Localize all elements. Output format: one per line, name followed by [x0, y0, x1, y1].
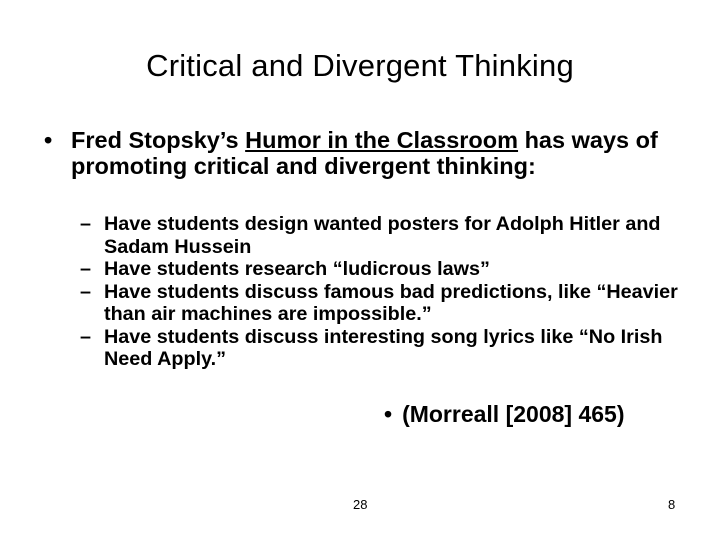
- sub-bullet-text: Have students research “ludicrous laws”: [104, 258, 490, 280]
- dash-marker: –: [80, 258, 92, 280]
- citation-marker: •: [384, 401, 393, 427]
- footer-page-number: 8: [668, 497, 676, 512]
- sub-bullet: [80, 213, 680, 258]
- sub-bullet-text: Have students design wanted posters for Adolph Hitler and Sadam Hussein: [104, 213, 661, 258]
- footer-center-number: 28: [353, 497, 368, 512]
- sub-bullet: [80, 326, 680, 371]
- book-title: Humor in the Classroom: [245, 127, 519, 153]
- citation: [384, 401, 625, 428]
- dash-marker: –: [80, 213, 92, 235]
- dash-marker: –: [80, 325, 92, 348]
- slide-title: Critical and Divergent Thinking: [146, 48, 574, 83]
- sub-bullet: [80, 258, 680, 281]
- bullet-marker: •: [44, 127, 53, 153]
- sub-bullet-list: [80, 213, 680, 371]
- sub-bullet-text: Have students discuss famous bad predictions, like “Heavier than air machines are impossible.”: [104, 280, 678, 325]
- sub-bullet: [80, 281, 680, 326]
- sub-bullet-text: Have students discuss interesting song lyrics like “No Irish Need Apply.”: [104, 325, 663, 370]
- citation-text: (Morreall [2008] 465): [402, 401, 625, 427]
- main-bullet-after: has ways of promoting critical and divergent thinking:: [71, 127, 658, 179]
- main-bullet-text: [71, 127, 691, 179]
- dash-marker: –: [80, 280, 92, 303]
- main-bullet-before: Fred Stopsky’s: [71, 127, 246, 153]
